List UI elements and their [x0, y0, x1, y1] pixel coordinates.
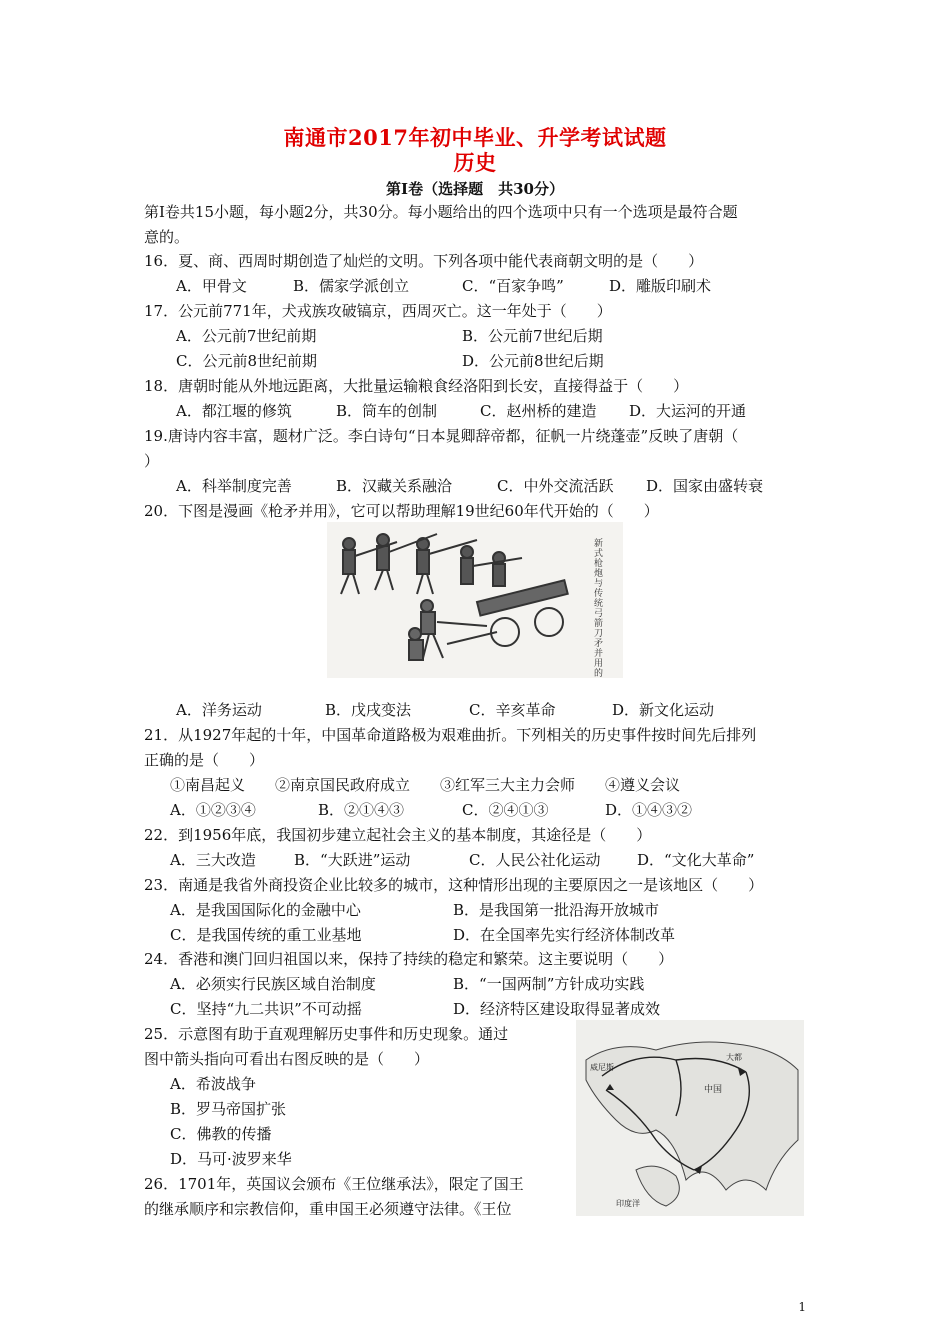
section-title: 第Ⅰ卷（选择题 共30分）: [386, 180, 564, 198]
route-map-illustration: [576, 1020, 804, 1216]
question-20-option-b: B．戊戌变法: [325, 701, 412, 719]
question-18-option-c: C．赵州桥的建造: [480, 402, 597, 420]
question-25-option-c: C．佛教的传播: [170, 1125, 272, 1143]
question-20-option-a: A．洋务运动: [176, 701, 262, 719]
question-20-option-d: D．新文化运动: [612, 701, 715, 719]
question-23-option-d: D．在全国率先实行经济体制改革: [453, 926, 676, 944]
question-23-option-b: B．是我国第一批沿海开放城市: [453, 901, 660, 919]
question-24-option-b: B．“一国两制”方针成功实践: [453, 975, 645, 993]
question-16-stem: 16．夏、商、西周时期创造了灿烂的文明。下列各项中能代表商朝文明的是（ ）: [144, 252, 704, 270]
question-23-option-a: A．是我国国际化的金融中心: [170, 901, 361, 919]
question-21-events: ①南昌起义 ②南京国民政府成立 ③红军三大主力会师 ④遵义会议: [170, 776, 681, 794]
route-map-image: [576, 1020, 804, 1216]
question-19-option-c: C．中外交流活跃: [497, 477, 614, 495]
question-19-option-b: B．汉藏关系融洽: [336, 477, 453, 495]
cartoon-image: [327, 522, 623, 678]
question-19-option-d: D．国家由盛转衰: [646, 477, 764, 495]
question-21-option-d: D．①④③②: [605, 801, 693, 819]
question-19-stem-cont: ）: [144, 452, 160, 470]
question-23-stem: 23．南通是我省外商投资企业比较多的城市，这种情形出现的主要原因之一是该地区（ ）: [144, 876, 764, 894]
question-19-stem: 19.唐诗内容丰富，题材广泛。李白诗句“日本晁卿辞帝都，征帆一片绕蓬壶”反映了唐朝（: [144, 427, 739, 445]
question-24-option-c: C．坚持“九二共识”不可动摇: [170, 1000, 362, 1018]
intro-text-cont: 意的。: [144, 228, 190, 246]
cartoon-illustration: [327, 522, 623, 678]
question-24-stem: 24．香港和澳门回归祖国以来，保持了持续的稳定和繁荣。这主要说明（ ）: [144, 950, 674, 968]
question-22-option-a: A．三大改造: [170, 851, 256, 869]
question-22-option-b: B．“大跃进”运动: [294, 851, 411, 869]
question-19-option-a: A．科举制度完善: [176, 477, 292, 495]
intro-text: 第Ⅰ卷共15小题，每小题2分，共30分。每小题给出的四个选项中只有一个选项是最符合题: [144, 203, 738, 221]
question-17-option-b: B．公元前7世纪后期: [462, 327, 603, 345]
question-18-option-b: B．筒车的创制: [336, 402, 438, 420]
question-25-stem-cont: 图中箭头指向可看出右图反映的是（ ）: [144, 1050, 430, 1068]
question-22-option-d: D．“文化大革命”: [637, 851, 755, 869]
question-25-option-d: D．马可·波罗来华: [170, 1150, 292, 1168]
exam-subject: 历史: [453, 150, 497, 175]
question-25-stem: 25．示意图有助于直观理解历史事件和历史现象。通过: [144, 1025, 509, 1043]
question-16-option-b: B．儒家学派创立: [293, 277, 410, 295]
question-26-stem: 26．1701年，英国议会颁布《王位继承法》，限定了国王: [144, 1175, 524, 1193]
question-16-option-a: A．甲骨文: [176, 277, 247, 295]
exam-title: 南通市2017年初中毕业、升学考试试题: [283, 125, 667, 150]
map-label-venice: 威尼斯: [590, 1063, 614, 1072]
question-23-option-c: C．是我国传统的重工业基地: [170, 926, 362, 944]
question-18-option-a: A．都江堰的修筑: [176, 402, 292, 420]
question-24-option-a: A．必须实行民族区域自治制度: [170, 975, 376, 993]
cartoon-caption-text: 新式枪炮与传统弓箭刀矛并用的清军: [592, 538, 602, 678]
question-17-option-a: A．公元前7世纪前期: [176, 327, 317, 345]
question-16-option-d: D．雕版印刷术: [609, 277, 712, 295]
question-21-stem-cont: 正确的是（ ）: [144, 751, 265, 769]
map-label-china: 中国: [704, 1085, 723, 1095]
question-18-stem: 18．唐朝时能从外地远距离，大批量运输粮食经洛阳到长安，直接得益于（ ）: [144, 377, 689, 395]
question-21-option-a: A．①②③④: [170, 801, 256, 819]
question-17-stem: 17．公元前771年，犬戎族攻破镐京，西周灭亡。这一年处于（ ）: [144, 302, 612, 320]
question-18-option-d: D．大运河的开通: [629, 402, 747, 420]
question-20-stem: 20．下图是漫画《枪矛并用》，它可以帮助理解19世纪60年代开始的（ ）: [144, 502, 659, 520]
map-label-dadu: 大都: [726, 1053, 742, 1062]
question-21-stem: 21．从1927年起的十年，中国革命道路极为艰难曲折。下列相关的历史事件按时间先后排列: [144, 726, 757, 744]
question-16-option-c: C．“百家争鸣”: [462, 277, 564, 295]
question-21-option-c: C．②④①③: [462, 801, 549, 819]
page-number: 1: [798, 1300, 806, 1314]
question-17-option-d: D．公元前8世纪后期: [462, 352, 604, 370]
question-20-option-c: C．辛亥革命: [469, 701, 556, 719]
map-label-indian-ocean: 印度洋: [616, 1199, 640, 1208]
question-21-option-b: B．②①④③: [318, 801, 405, 819]
question-26-stem-cont: 的继承顺序和宗教信仰，重申国王必须遵守法律。《王位: [144, 1200, 512, 1218]
question-25-option-a: A．希波战争: [170, 1075, 256, 1093]
question-22-option-c: C．人民公社化运动: [469, 851, 601, 869]
question-25-option-b: B．罗马帝国扩张: [170, 1100, 287, 1118]
question-17-option-c: C．公元前8世纪前期: [176, 352, 318, 370]
question-22-stem: 22．到1956年底，我国初步建立起社会主义的基本制度，其途径是（ ）: [144, 826, 652, 844]
question-24-option-d: D．经济特区建设取得显著成效: [453, 1000, 661, 1018]
